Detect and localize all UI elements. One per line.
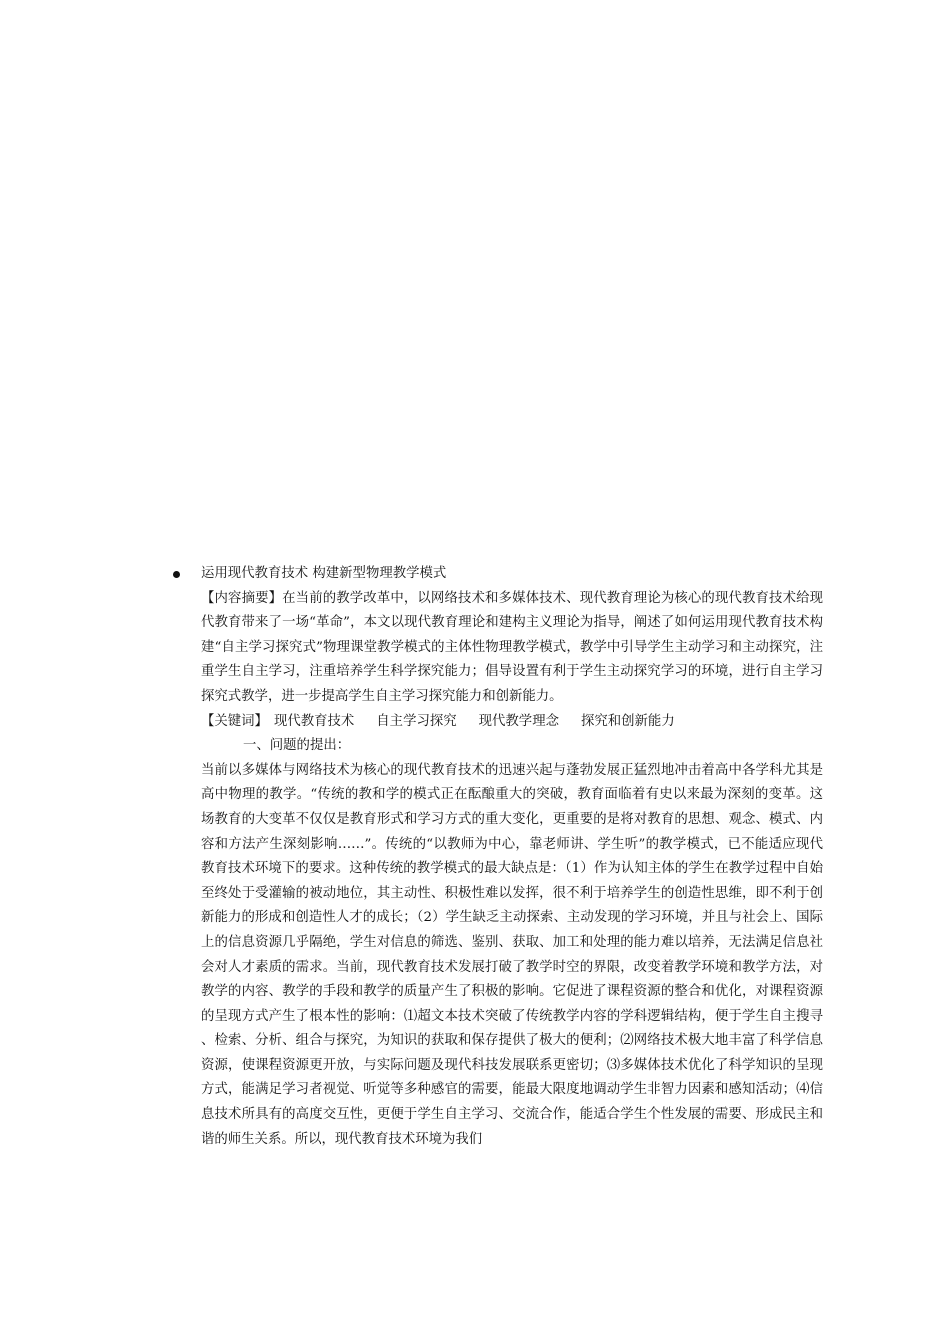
keyword-item: 现代教育技术 (273, 713, 355, 729)
title-row (201, 562, 823, 587)
abstract-text: 在当前的教学改革中，以网络技术和多媒体技术、现代教育理论为核心的现代教育技术给现代教育带来了一场“革命”，本文以现代教育理论和建构主义理论为指导，阐述了如何运用现代教育技术构建“自主学习探究式”物理课堂教学模式的主体性物理教学模式，教学中引导学生主动学习和主动探究，注重学生自主学习，注重培养学生科学探究能力；倡导设置有利于学生主动探究学习的环境，进行自主学习探究式教学，进一步提高学生自主学习探究能力和创新能力。 (201, 590, 824, 704)
bullet-icon (173, 571, 180, 578)
section-heading: 一、问题的提出： (243, 738, 351, 754)
keyword-item: 现代教学理念 (478, 713, 559, 729)
keyword-item: 自主学习探究 (376, 713, 457, 729)
document-title: 运用现代教育技术 构建新型物理教学模式 (201, 566, 447, 581)
body-paragraph: 当前以多媒体与网络技术为核心的现代教育技术的迅速兴起与蓬勃发展正猛烈地冲击着高中各学科尤其是高中物理的教学。“传统的教和学的模式正在酝酿重大的突破，教育面临着有史以来最为深刻的变革。这场教育的大变革不仅仅是教育形式和学习方式的重大变化，更重要的是将对教育的思想、观念、模式、内容和方法产生深刻影响……”。传统的“以教师为中心，靠老师讲、学生听”的教学模式，已不能适应现代教育技术环境下的要求。这种传统的教学模式的最大缺点是：（1）作为认知主体的学生在教学过程中自始至终处于受灌输的被动地位，其主动性、积极性难以发挥，很不利于培养学生的创造性思维，即不利于创新能力的形成和创造性人才的成长；（2）学生缺乏主动探索、主动发现的学习环境，并且与社会上、国际上的信息资源几乎隔绝，学生对信息的筛选、鉴别、获取、加工和处理的能力难以培养，无法满足信息社会对人才素质的需求。当前，现代教育技术发展打破了教学时空的界限，改变着教学环境和教学方法，对教学的内容、教学的手段和教学的质量产生了积极的影响。它促进了课程资源的整合和优化，对课程资源的呈现方式产生了根本性的影响：⑴超文本技术突破了传统教学内容的学科逻辑结构，便于学生自主搜寻、检索、分析、组合与探究，为知识的获取和保存提供了极大的便利；⑵网络技术极大地丰富了科学信息资源，使课程资源更开放，与实际问题及现代科技发展联系更密切；⑶多媒体技术优化了科学知识的呈现方式，能满足学习者视觉、听觉等多种感官的需要，能最大限度地调动学生非智力因素和感知活动；⑷信息技术所具有的高度交互性，更便于学生自主学习、交流合作，能适合学生个性发展的需要、形成民主和谐的师生关系。所以，现代教育技术环境为我们 (201, 762, 823, 1147)
document-body (201, 562, 823, 1152)
keywords-label: 【关键词】 (201, 713, 268, 729)
abstract-paragraph (201, 587, 823, 710)
keywords-line (201, 710, 823, 735)
keyword-item: 探究和创新能力 (580, 713, 675, 729)
abstract-label: 【内容摘要】 (201, 590, 283, 606)
